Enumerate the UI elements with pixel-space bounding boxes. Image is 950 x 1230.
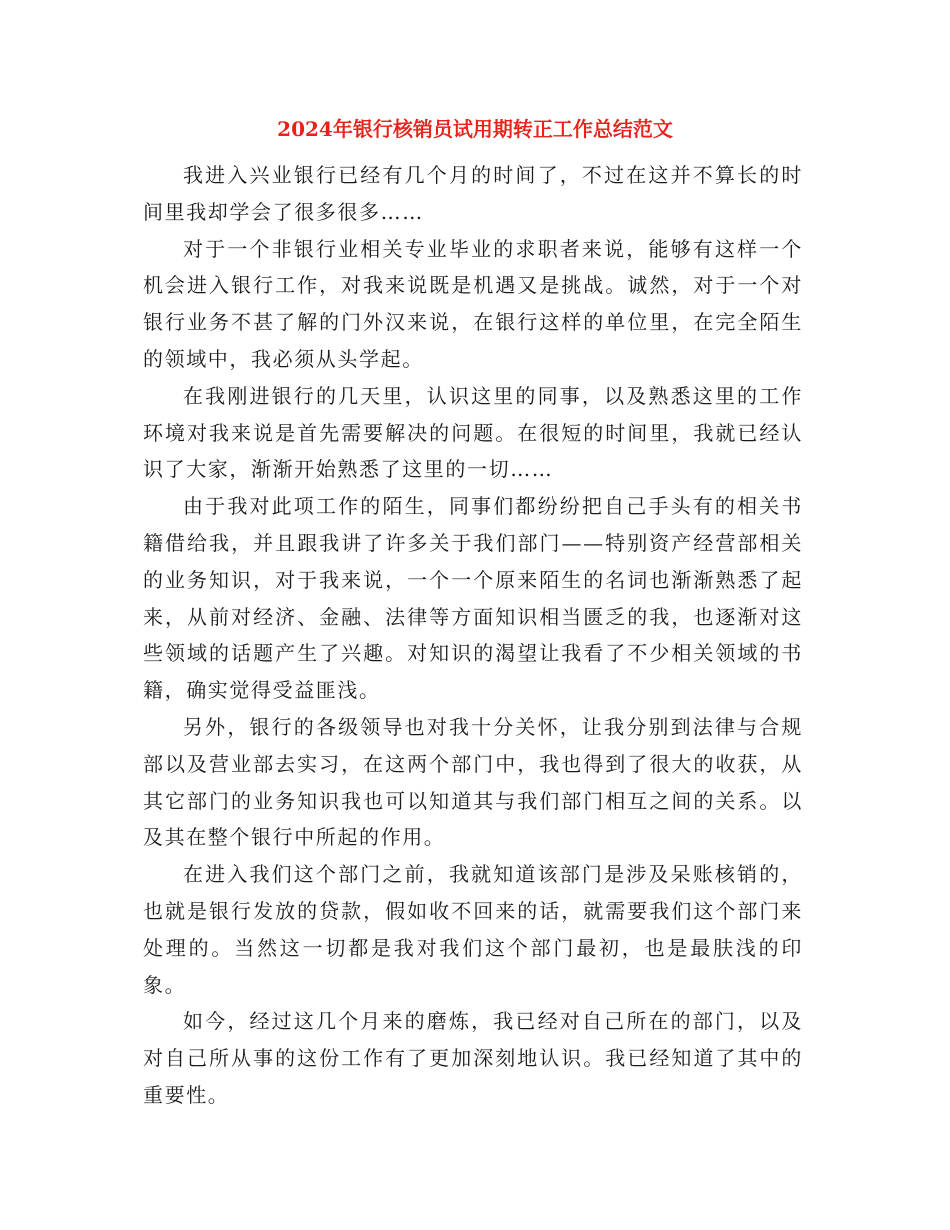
paragraph: 对于一个非银行业相关专业毕业的求职者来说，能够有这样一个机会进入银行工作，对我来说既是机遇又是挑战。诚然，对于一个对银行业务不甚了解的门外汉来说，在银行这样的单位里，在完全陌生的领域中，我必须从头学起。 xyxy=(143,236,803,371)
paragraph: 如今，经过这几个月来的磨炼，我已经对自己所在的部门，以及对自己所从事的这份工作有了更加深刻地认识。我已经知道了其中的重要性。 xyxy=(143,1009,803,1107)
document-title: 2024年银行核销员试用期转正工作总结范文 xyxy=(277,117,673,141)
paragraph: 在我刚进银行的几天里，认识这里的同事，以及熟悉这里的工作环境对我来说是首先需要解决的问题。在很短的时间里，我就已经认识了大家，渐渐开始熟悉了这里的一切…… xyxy=(143,383,803,482)
paragraph: 我进入兴业银行已经有几个月的时间了，不过在这并不算长的时间里我却学会了很多很多…… xyxy=(143,163,803,224)
paragraph: 在进入我们这个部门之前，我就知道该部门是涉及呆账核销的，也就是银行发放的贷款，假如收不回来的话，就需要我们这个部门来处理的。当然这一切都是我对我们这个部门最初，也是最肤浅的印象。 xyxy=(143,862,803,997)
paragraph: 由于我对此项工作的陌生，同事们都纷纷把自己手头有的相关书籍借给我，并且跟我讲了许多关于我们部门——特别资产经营部相关的业务知识，对于我来说，一个一个原来陌生的名词也渐渐熟悉了起来，从前对经济、金融、法律等方面知识相当匮乏的我，也逐渐对这些领域的话题产生了兴趣。对知识的渴望让我看了不少相关领域的书籍，确实觉得受益匪浅。 xyxy=(143,494,803,703)
paragraph: 另外，银行的各级领导也对我十分关怀，让我分别到法律与合规部以及营业部去实习，在这两个部门中，我也得到了很大的收获，从其它部门的业务知识我也可以知道其与我们部门相互之间的关系。以及其在整个银行中所起的作用。 xyxy=(143,714,803,850)
document-body xyxy=(143,157,803,1114)
